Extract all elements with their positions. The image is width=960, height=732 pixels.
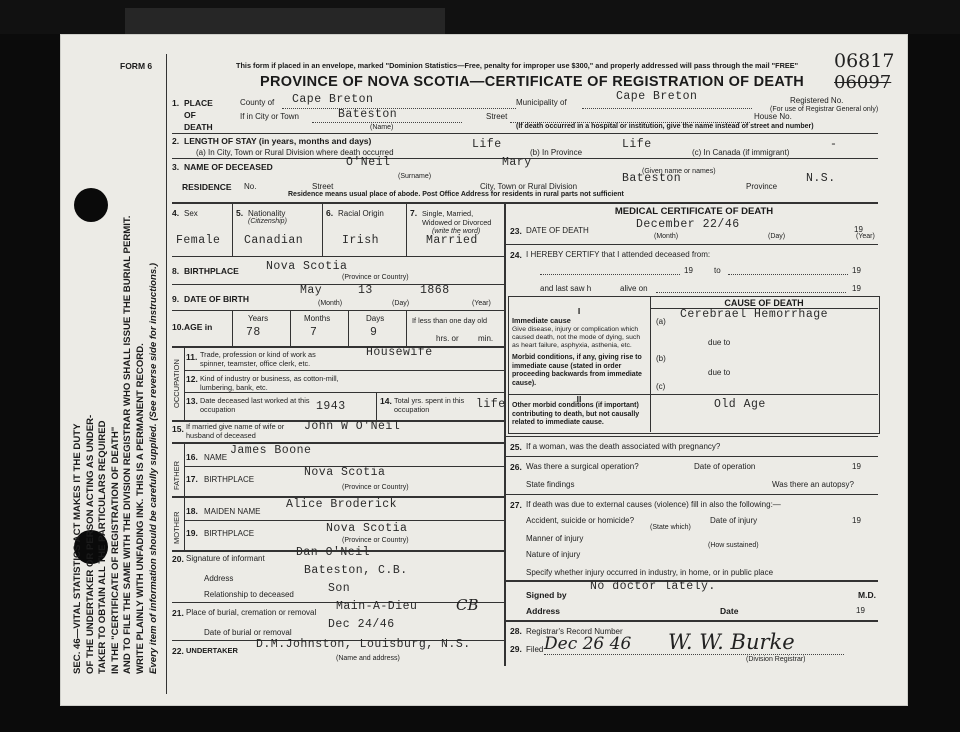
nineteen: 19 (684, 266, 693, 275)
item-number: 1. (172, 98, 180, 108)
rule (184, 370, 504, 371)
hrs-label: hrs. or (436, 334, 459, 343)
cell-rule (650, 296, 651, 432)
less-day-label: If less than one day old (412, 316, 488, 325)
residence-no-label: No. (244, 182, 257, 191)
item-number: 13. (186, 396, 198, 406)
filed-label: Filed (526, 645, 544, 654)
day-note: (Day) (392, 300, 410, 307)
racial-value: Irish (342, 234, 380, 247)
injury-date-label: Date of injury (710, 516, 758, 525)
informant-sig-label: Signature of informant (186, 554, 265, 563)
accident-label: Accident, suicide or homicide? (526, 516, 635, 525)
street-label: Street (486, 112, 508, 121)
burial-place-label: Place of burial, cremation or removal (186, 608, 317, 617)
item-number: 28. (510, 626, 522, 636)
division-note: (Division Registrar) (746, 656, 806, 663)
rule (172, 346, 504, 348)
state-which-note: (State which) (650, 524, 691, 531)
municipality-value: Cape Breton (616, 90, 698, 103)
due-to: due to (708, 368, 731, 377)
rule (172, 284, 504, 285)
deceased-given: Mary (502, 156, 532, 169)
total-years-value: life (476, 398, 506, 411)
item-number: 5. (236, 208, 244, 218)
rule (506, 244, 878, 245)
serial-top: 06817 (834, 50, 895, 72)
specify-label: Specify whether injury occurred in industry, in home, or in public place (526, 568, 774, 577)
residence-city: Bateston (622, 172, 682, 185)
last-saw-label: and last saw h (540, 284, 592, 293)
rule (184, 392, 504, 393)
scan-border-top (0, 0, 960, 34)
mother-maiden-label: MAIDEN NAME (204, 507, 261, 516)
item-number: 8. (172, 266, 180, 276)
nineteen: 19 (856, 606, 865, 615)
spouse-label: If married give name of wife or husband of deceased (186, 422, 285, 440)
operation-date-label: Date of operation (694, 462, 756, 471)
stay-a-label: (a) In City, Town or Rural Division where death occurred (196, 148, 394, 157)
month-note: (Month) (318, 300, 343, 307)
pregnancy-question: If a woman, was the death associated with pregnancy? (526, 442, 721, 451)
autopsy-label: Was there an autopsy? (772, 480, 854, 489)
province-label: Province (746, 182, 778, 191)
father-name: James Boone (230, 444, 312, 457)
mother-side-label: MOTHER (172, 511, 181, 544)
stay-b-label: (b) In Province (530, 148, 583, 157)
county-value: Cape Breton (292, 93, 374, 106)
field-line (656, 292, 846, 293)
cause-b-label: (b) (656, 354, 666, 363)
scan-border-strip (125, 8, 445, 34)
medical-header: MEDICAL CERTIFICATE OF DEATH (614, 206, 774, 217)
item-number: 23. (510, 226, 522, 236)
other-label: Other morbid conditions (if important) contributing to death, but not causally related to immediate cause. (512, 402, 640, 427)
undertaker-label: UNDERTAKER (186, 646, 238, 655)
item-number: 24. (510, 250, 522, 260)
year-note: (Year) (856, 233, 875, 240)
margin-rule (166, 54, 167, 694)
day-note: (Day) (768, 233, 786, 240)
cause-a-label: (a) (656, 317, 666, 326)
rule (172, 310, 504, 311)
death-date-value: December 22/46 (636, 218, 740, 231)
cell-rule (290, 310, 291, 346)
stay-a-value: Life (472, 138, 502, 151)
immediate-number: I (577, 306, 581, 316)
item-number: 7. (410, 208, 418, 218)
months-label: Months (304, 314, 331, 323)
father-birthplace: Nova Scotia (304, 466, 386, 479)
sex-label: Sex (184, 209, 198, 218)
nineteen: 19 (852, 462, 861, 471)
burial-date: Dec 24/46 (328, 618, 395, 631)
date-label: Date (720, 606, 739, 616)
item-number: 29. (510, 644, 522, 654)
external-causes-label: If death was due to external causes (violence) fill in also the following:— (526, 500, 781, 509)
min-label: min. (478, 334, 494, 343)
signed-label: Signed by (526, 590, 567, 600)
birthplace-value: Nova Scotia (266, 260, 348, 273)
cell-rule (232, 204, 233, 256)
certify-label: I HEREBY CERTIFY that I attended deceased from: (526, 250, 711, 259)
item-number: 16. (186, 452, 198, 462)
morbid-label: Morbid conditions, if any, giving rise to immediate cause (stated in order proceeding backwards from immediate cause). (512, 354, 642, 387)
cell-rule (376, 392, 377, 420)
form-label: FORM 6 (120, 61, 153, 71)
dob-day: 13 (358, 284, 373, 297)
item-number: 10. (172, 322, 184, 332)
item-number: 14. (380, 396, 392, 406)
years-label: Years (248, 314, 269, 323)
trade-label: Trade, profession or kind of work as spinner, teamster, office clerk, etc. (200, 350, 316, 368)
informant-address: Bateston, C.B. (304, 564, 408, 577)
residence-label: RESIDENCE (182, 182, 232, 192)
marital-label: Single, Married, Widowed or Divorced (422, 209, 492, 227)
nationality-value: Canadian (244, 234, 304, 247)
md-label: M.D. (858, 590, 876, 600)
rule (172, 256, 504, 257)
item-number: 21. (172, 608, 184, 618)
field-line (582, 108, 752, 109)
rule (506, 494, 878, 495)
registrar-label: Registrar's Record Number (526, 627, 623, 636)
nature-label: Nature of injury (526, 550, 581, 559)
certificate-title: PROVINCE OF NOVA SCOTIA—CERTIFICATE OF REGISTRATION OF DEATH (260, 74, 805, 90)
rule (184, 520, 504, 521)
relationship-label: Relationship to deceased (204, 590, 294, 599)
immediate-label: Immediate cause (512, 316, 571, 325)
county-label: County of (240, 98, 275, 107)
item-number: 22. (172, 646, 184, 656)
dob-year: 1868 (420, 284, 450, 297)
rule (172, 133, 878, 134)
city-value: Bateston (338, 108, 398, 121)
cell-rule (406, 204, 407, 256)
informant-address-label: Address (204, 574, 234, 583)
rule (506, 436, 878, 437)
nineteen: 19 (854, 225, 863, 234)
other-number: II (576, 394, 582, 404)
age-months: 7 (310, 326, 318, 339)
nationality-label: Nationality (248, 209, 286, 218)
name-note: (Name) (370, 124, 394, 131)
cell-rule (232, 310, 233, 346)
year-note: (Year) (472, 300, 491, 307)
rule (172, 442, 504, 444)
item-number: 25. (510, 442, 522, 452)
registered-label: Registered No. (790, 96, 844, 105)
death-certificate (60, 34, 908, 706)
residence-street-label: Street (312, 182, 334, 191)
registrar-signature: W. W. Burke (668, 630, 795, 654)
burial-date-label: Date of burial or removal (204, 628, 292, 637)
field-line (728, 274, 848, 275)
sex-value: Female (176, 234, 221, 247)
house-label: House No. (754, 112, 792, 121)
city-label: If in City or Town (240, 112, 299, 121)
item-number: 9. (172, 294, 180, 304)
item-number: 2. (172, 136, 180, 146)
signed-value: No doctor lately. (590, 580, 716, 593)
due-to: due to (708, 338, 731, 347)
nineteen: 19 (852, 284, 861, 293)
cell-rule (184, 346, 185, 420)
item-number: 12. (186, 374, 198, 384)
racial-label: Racial Origin (338, 209, 384, 218)
deceased-surname: O'Neil (346, 156, 391, 169)
item-number: 6. (326, 208, 334, 218)
industry-label: Kind of industry or business, as cotton-mill, lumbering, bank, etc. (200, 374, 339, 392)
age-label: AGE in (184, 322, 213, 332)
father-name-label: NAME (204, 453, 228, 462)
burial-place: Main-A-Dieu (336, 600, 418, 613)
rule (506, 620, 878, 622)
cell-rule (406, 310, 407, 346)
given-note: (Given name or names) (642, 168, 716, 175)
marital-value: Married (426, 234, 478, 247)
filed-date-handwritten: Dec 26 46 (544, 634, 632, 654)
registered-note: (For use of Registrar General only) (770, 106, 879, 113)
rule (506, 456, 878, 457)
burial-place-handwritten: CB (456, 596, 479, 614)
informant-name: Dan O'Neil (296, 546, 371, 559)
sustained-note: (How sustained) (708, 542, 759, 549)
item-number: 19. (186, 528, 198, 538)
undertaker-value: D.M.Johnston, Louisburg, N.S. (256, 638, 471, 651)
item-number: 20. (172, 554, 184, 564)
cause-c-label: (c) (656, 382, 666, 391)
age-years: 78 (246, 326, 261, 339)
field-line (544, 654, 844, 655)
last-worked-label: Date deceased last worked at this occupation (200, 396, 310, 414)
mother-birthplace: Nova Scotia (326, 522, 408, 535)
relationship-value: Son (328, 582, 351, 595)
father-side-label: FATHER (172, 460, 181, 490)
item-number: 17. (186, 474, 198, 484)
cause-header: CAUSE OF DEATH (724, 298, 804, 308)
field-line (312, 122, 462, 123)
province-value: N.S. (806, 172, 836, 185)
nationality-note: (Citizenship) (248, 218, 287, 225)
item-number: 15. (172, 424, 184, 434)
father-birthplace-label: BIRTHPLACE (204, 475, 255, 484)
side-instructions: SEC. 46—VITAL STATISTICS ACT MAKES IT THE DUTY OF THE UNDERTAKER OR PERSON ACTING AS UNDER- TAKER TO OBTAIN ALL THE PARTICULARS REQUIRED IN THE "CERTIFICATE OF REGISTRATION OF DEATH" AND TO FILE THE SAME WITH THE DIVISION REGISTRAR WHO SHALL ISSUE THE BURIAL PERMIT. WRITE PLAINLY WITH UNFADING INK. THIS IS A PERMANENT RECORD. Every item of information should be carefully supplied. (See reverse side for instructions.) (72, 215, 159, 674)
place-label: PLACE OF DEATH (184, 98, 213, 132)
other-value: Old Age (714, 398, 766, 411)
manner-label: Manner of injury (526, 534, 584, 543)
alive-label: alive on (620, 284, 648, 293)
stay-b-value: Life (622, 138, 652, 151)
item-number: 18. (186, 506, 198, 516)
item-number: 26. (510, 462, 522, 472)
dob-month: May (300, 284, 323, 297)
municipality-label: Municipality of (516, 98, 567, 107)
hospital-note: (If death occurred in a hospital or institution, give the name instead of street and number) (516, 123, 814, 130)
item-number: 3. (172, 162, 180, 172)
marital-note: (write the word) (432, 228, 481, 235)
field-line (282, 108, 516, 109)
serial-bottom: 06097 (834, 72, 892, 93)
item-number: 11. (186, 352, 198, 362)
mother-birthplace-label: BIRTHPLACE (204, 529, 255, 538)
dob-label: DATE OF BIRTH (184, 294, 250, 304)
mother-note: (Province or Country) (342, 537, 409, 544)
surname-note: (Surname) (398, 173, 432, 180)
undertaker-note: (Name and address) (336, 655, 400, 662)
column-divider (504, 204, 506, 666)
item-number: 4. (172, 208, 180, 218)
nineteen: 19 (852, 516, 861, 525)
total-years-label: Total yrs. spent in this occupation (394, 396, 465, 414)
deceased-label: NAME OF DECEASED (184, 162, 273, 172)
birthplace-label: BIRTHPLACE (184, 266, 239, 276)
cell-rule (184, 442, 185, 496)
item-number: 27. (510, 500, 522, 510)
age-days: 9 (370, 326, 378, 339)
address-label: Address (526, 606, 561, 616)
stay-c-value: - (830, 138, 838, 151)
operation-question: Was there a surgical operation? (526, 462, 639, 471)
death-date-label: DATE OF DEATH (526, 226, 589, 235)
occupation-side-label: OCCUPATION (172, 359, 181, 408)
to-label: to (714, 266, 721, 275)
field-line (540, 274, 680, 275)
rule (172, 202, 878, 204)
residence-note: Residence means usual place of abode. Post Office Address for residents in rural parts not sufficient (288, 191, 624, 198)
days-label: Days (366, 314, 385, 323)
nineteen: 19 (852, 266, 861, 275)
findings-label: State findings (526, 480, 575, 489)
month-note: (Month) (654, 233, 679, 240)
stay-c-label: (c) In Canada (if immigrant) (692, 148, 790, 157)
cell-rule (184, 496, 185, 550)
immediate-desc: Give disease, injury or complication which caused death, not the mode of dying, such as heart failure, asphyxia, asthenia, etc. (512, 326, 641, 349)
mail-notice: This form if placed in an envelope, marked "Dominion Statistics—Free, penalty for improper use $300," and properly addressed will pass through the mail "FREE" (236, 61, 799, 70)
father-note: (Province or Country) (342, 484, 409, 491)
spouse-value: John W O'Neil (304, 420, 401, 433)
cell-rule (322, 204, 323, 256)
last-worked-value: 1943 (316, 400, 346, 413)
cell-rule (348, 310, 349, 346)
mother-maiden: Alice Broderick (286, 498, 398, 511)
birthplace-note: (Province or Country) (342, 274, 409, 281)
trade-value: Housewife (366, 346, 433, 359)
cause-a-value: Cerebrael Hemorrhage (680, 308, 829, 321)
stay-label: LENGTH OF STAY (in years, months and days) (184, 136, 372, 146)
residence-city-label: City, Town or Rural Division (480, 182, 578, 191)
